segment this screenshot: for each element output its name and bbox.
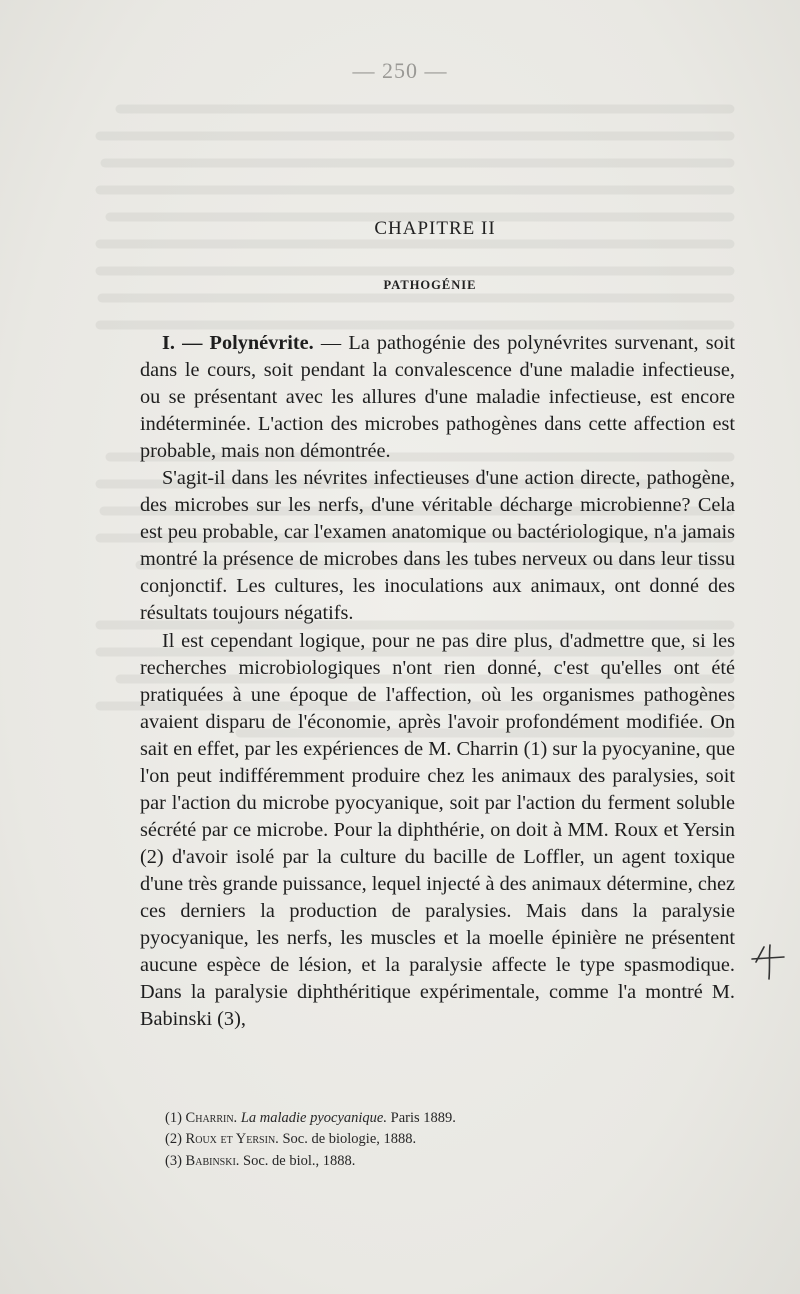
paragraph bbox=[140, 330, 735, 465]
footnote bbox=[165, 1129, 725, 1150]
section-title: PATHOGÉNIE bbox=[383, 278, 477, 292]
footnote-number: (1) bbox=[165, 1110, 182, 1126]
paragraph-lead: I. — Polynévrite. bbox=[162, 332, 314, 354]
footnote bbox=[165, 1108, 725, 1129]
page-number: — 250 — bbox=[352, 58, 448, 83]
handwritten-margin-mark bbox=[748, 935, 788, 981]
paragraph-text: S'agit-il dans les névrites infectieuses d'une action directe, pathogène, des microbes sur les nerfs, d'une véritable décharge microbienne? Cela est peu probable, car l'examen anatomique ou bactériologique, n'a jamais montré la présence de microbes dans les tubes nerveux ou dans leur tissu conjonctif. Les cultures, les inoculations aux animaux, ont donné des résultats toujours négatifs. bbox=[140, 467, 735, 625]
footnote-author: Charrin. bbox=[185, 1110, 238, 1126]
footnote bbox=[165, 1151, 725, 1172]
footnote-title: La maladie pyocyanique. bbox=[240, 1110, 387, 1126]
paragraph bbox=[140, 628, 735, 1034]
footnote-number: (3) bbox=[165, 1152, 182, 1169]
paragraph bbox=[140, 465, 735, 627]
footnote-source: Soc. de biologie, 1888. bbox=[278, 1131, 417, 1148]
footnote-source: Soc. de biol., 1888. bbox=[239, 1152, 356, 1169]
chapter-title: CHAPITRE II bbox=[374, 218, 496, 239]
footnote-number: (2) bbox=[165, 1131, 182, 1148]
body-text bbox=[140, 330, 735, 1033]
paragraph-text: Il est cependant logique, pour ne pas dire plus, d'admettre que, si les recherches microbiologiques n'ont rien donné, c'est qu'elles ont été pratiquées à une époque de l'affection, où les organismes pathogènes avaient disparu de l'économie, après l'avoir profondément modifiée. On sait en effet, par les expériences de M. Charrin (1) sur la pyocyanine, que l'on peut indifféremment produire chez les animaux des paralysies, soit par l'action du microbe pyocyanique, soit par l'action du ferment soluble sécrété par ce microbe. Pour la diphthérie, on doit à MM. Roux et Yersin (2) d'avoir isolé par la culture du bacille de Loffler, un agent toxique d'une très grande puissance, lequel injecté à des animaux détermine, chez ces derniers la production de paralysies. Mais dans la paralysie pyocyanique, les nerfs, les muscles et la moelle épinière ne présentent aucune espèce de lésion, et la paralysie affecte le type spasmodique. Dans la paralysie diphthéritique expérimentale, comme l'a montré M. Babinski (3), bbox=[140, 629, 735, 1031]
footnotes bbox=[165, 1108, 725, 1172]
footnote-author: Babinski. bbox=[185, 1152, 240, 1169]
footnote-author: Roux et Yersin. bbox=[185, 1131, 279, 1148]
paragraph-text: — La pathogénie des polynévrites survenant, soit dans le cours, soit pendant la convalescence d'une maladie infectieuse, ou se présentant avec les allures d'une maladie infectieuse, est encore indéterminée. L'action des microbes pathogènes dans cette affection est probable, mais non démontrée. bbox=[140, 332, 736, 463]
footnote-source: Paris 1889. bbox=[387, 1110, 456, 1126]
